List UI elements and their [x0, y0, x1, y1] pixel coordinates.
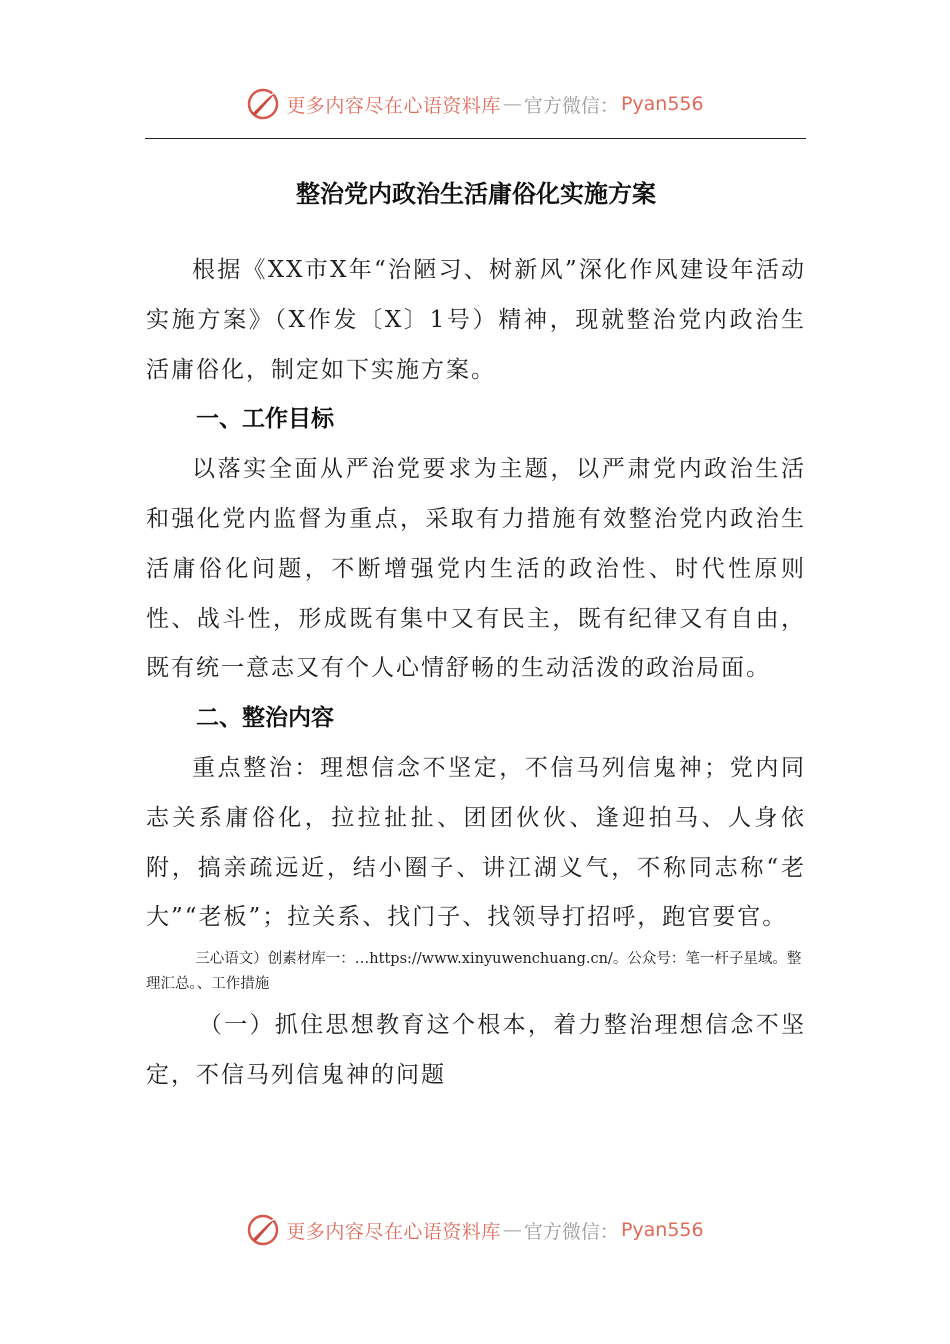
quill-logo-icon: [246, 87, 280, 121]
section-body-goals: 以落实全面从严治党要求为主题，以严肃党内政治生活和强化党内监督为重点，采取有力措施有效整治党内政治生活庸俗化问题，不断增强党内生活的政治性、时代性原则性、战斗性，形成既有集中又有民主，既有纪律又有自由，既有统一意志又有个人心情舒畅的生动活泼的政治局面。: [146, 456, 806, 682]
section-body-content: 重点整治：理想信念不坚定，不信马列信鬼神；党内同志关系庸俗化，拉拉扯扯、团团伙伙、逢迎拍马、人身依附，搞亲疏远近，结小圈子、讲江湖义气，不称同志称“老大”“老板”；拉关系、找门子、找领导打招呼，跑官要官。: [146, 754, 806, 931]
watermark-separator: —: [502, 1219, 522, 1241]
section-heading-content: 二、整治内容: [196, 705, 334, 732]
intro-paragraph: 根据《XX市X年“治陋习、树新风”深化作风建设年活动实施方案》（X作发〔X〕1号）精神，现就整治党内政治生活庸俗化，制定如下实施方案。: [146, 257, 806, 383]
watermark-text: 更多内容尽在心语资料库: [286, 1220, 501, 1243]
section-heading-goals: 一、工作目标: [196, 406, 334, 433]
quill-logo-icon: [246, 1213, 280, 1247]
watermark-id: Pyan556: [620, 93, 704, 115]
subsection-heading-1: （一）抓住思想教育这个根本，着力整治理想信念不坚定，不信马列信鬼神的问题: [146, 1012, 806, 1088]
watermark-id: Pyan556: [620, 1219, 704, 1241]
source-note: 三心语文）创素材库一：…https://www.xinyuwenchuang.cn/。公众号：笔一杆子星域。整理汇总。、工作措施: [146, 951, 802, 993]
watermark-header: [0, 84, 950, 124]
document-title: 整治党内政治生活庸俗化实施方案: [296, 180, 656, 208]
watermark-text: 更多内容尽在心语资料库: [286, 94, 501, 117]
document-body: [146, 170, 806, 1101]
watermark-label: 官方微信：: [523, 1220, 619, 1243]
watermark-footer: [0, 1210, 950, 1250]
watermark-separator: —: [502, 93, 522, 115]
header-divider: [145, 138, 806, 139]
watermark-label: 官方微信：: [523, 94, 619, 117]
